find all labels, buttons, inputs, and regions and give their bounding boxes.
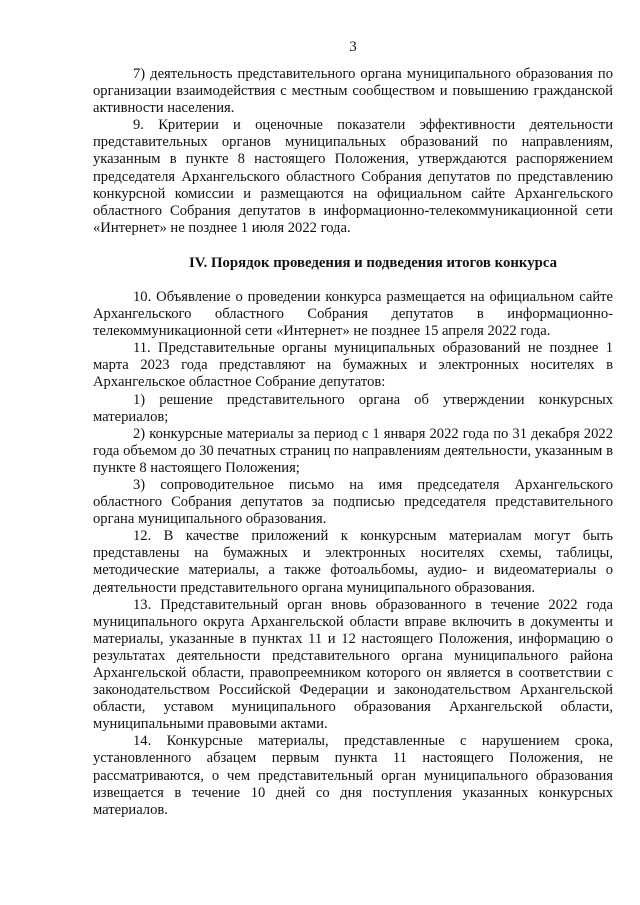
- paragraph-item-13: 13. Представительный орган вновь образованного в течение 2022 года муниципального округа Архангельской области вправе включить в документы и материалы, указанные в пунктах 11 и 12 настоящего Положения, информацию о результатах деятельности представительного органа муниципального района Архангельской области, правопреемником которого он является в соответствии с законодательством Российской Федерации и законодательством Архангельской области, уставом муниципального образования Архангельской области, муниципальными правовыми актами.: [93, 596, 613, 733]
- section-heading: IV. Порядок проведения и подведения итогов конкурса: [189, 254, 557, 271]
- paragraph-item-11-2: 2) конкурсные материалы за период с 1 января 2022 года по 31 декабря 2022 года объемом до 30 печатных страниц по направлениям деятельности, указанным в пункте 8 настоящего Положения;: [93, 425, 613, 476]
- page-number: 3: [349, 39, 357, 55]
- paragraph-item-7: 7) деятельность представительного органа муниципального образования по организации взаимодействия с местным сообществом и повышению гражданской активности населения.: [93, 66, 613, 117]
- paragraph-item-11: 11. Представительные органы муниципальных образований не позднее 1 марта 2023 года представляют на бумажных и электронных носителях в Архангельское областное Собрание депутатов:: [93, 340, 613, 391]
- document-page: [93, 38, 613, 819]
- paragraph-item-14: 14. Конкурсные материалы, представленные с нарушением срока, установленного абзацем первым пункта 11 настоящего Положения, не рассматриваются, о чем представительный орган муниципального образования извещается в течение 10 дней со дня поступления указанных конкурсных материалов.: [93, 733, 613, 818]
- paragraph-item-10: 10. Объявление о проведении конкурса размещается на официальном сайте Архангельского областного Собрания депутатов в информационно-телекоммуникационной сети «Интернет» не позднее 15 апреля 2022 года.: [93, 288, 613, 340]
- paragraph-item-9: 9. Критерии и оценочные показатели эффективности деятельности представительных органов муниципальных образований по направлениям, указанным в пункте 8 настоящего Положения, утверждаются распоряжением председателя Архангельского областного Собрания депутатов по представлению конкурсной комиссии и размещаются на официальном сайте Архангельского областного Собрания депутатов в информационно-телекоммуникационной сети «Интернет» не позднее 1 июля 2022 года.: [93, 117, 613, 236]
- paragraph-item-11-1: 1) решение представительного органа об утверждении конкурсных материалов;: [93, 391, 613, 425]
- paragraph-item-11-3: 3) сопроводительное письмо на имя председателя Архангельского областного Собрания депутатов за подписью председателя представительного органа муниципального образования.: [93, 476, 613, 528]
- paragraph-item-12: 12. В качестве приложений к конкурсным материалам могут быть представлены на бумажных и электронных носителях схемы, таблицы, методические материалы, а также фотоальбомы, аудио- и видеоматериалы о деятельности представительного органа муниципального образования.: [93, 528, 613, 596]
